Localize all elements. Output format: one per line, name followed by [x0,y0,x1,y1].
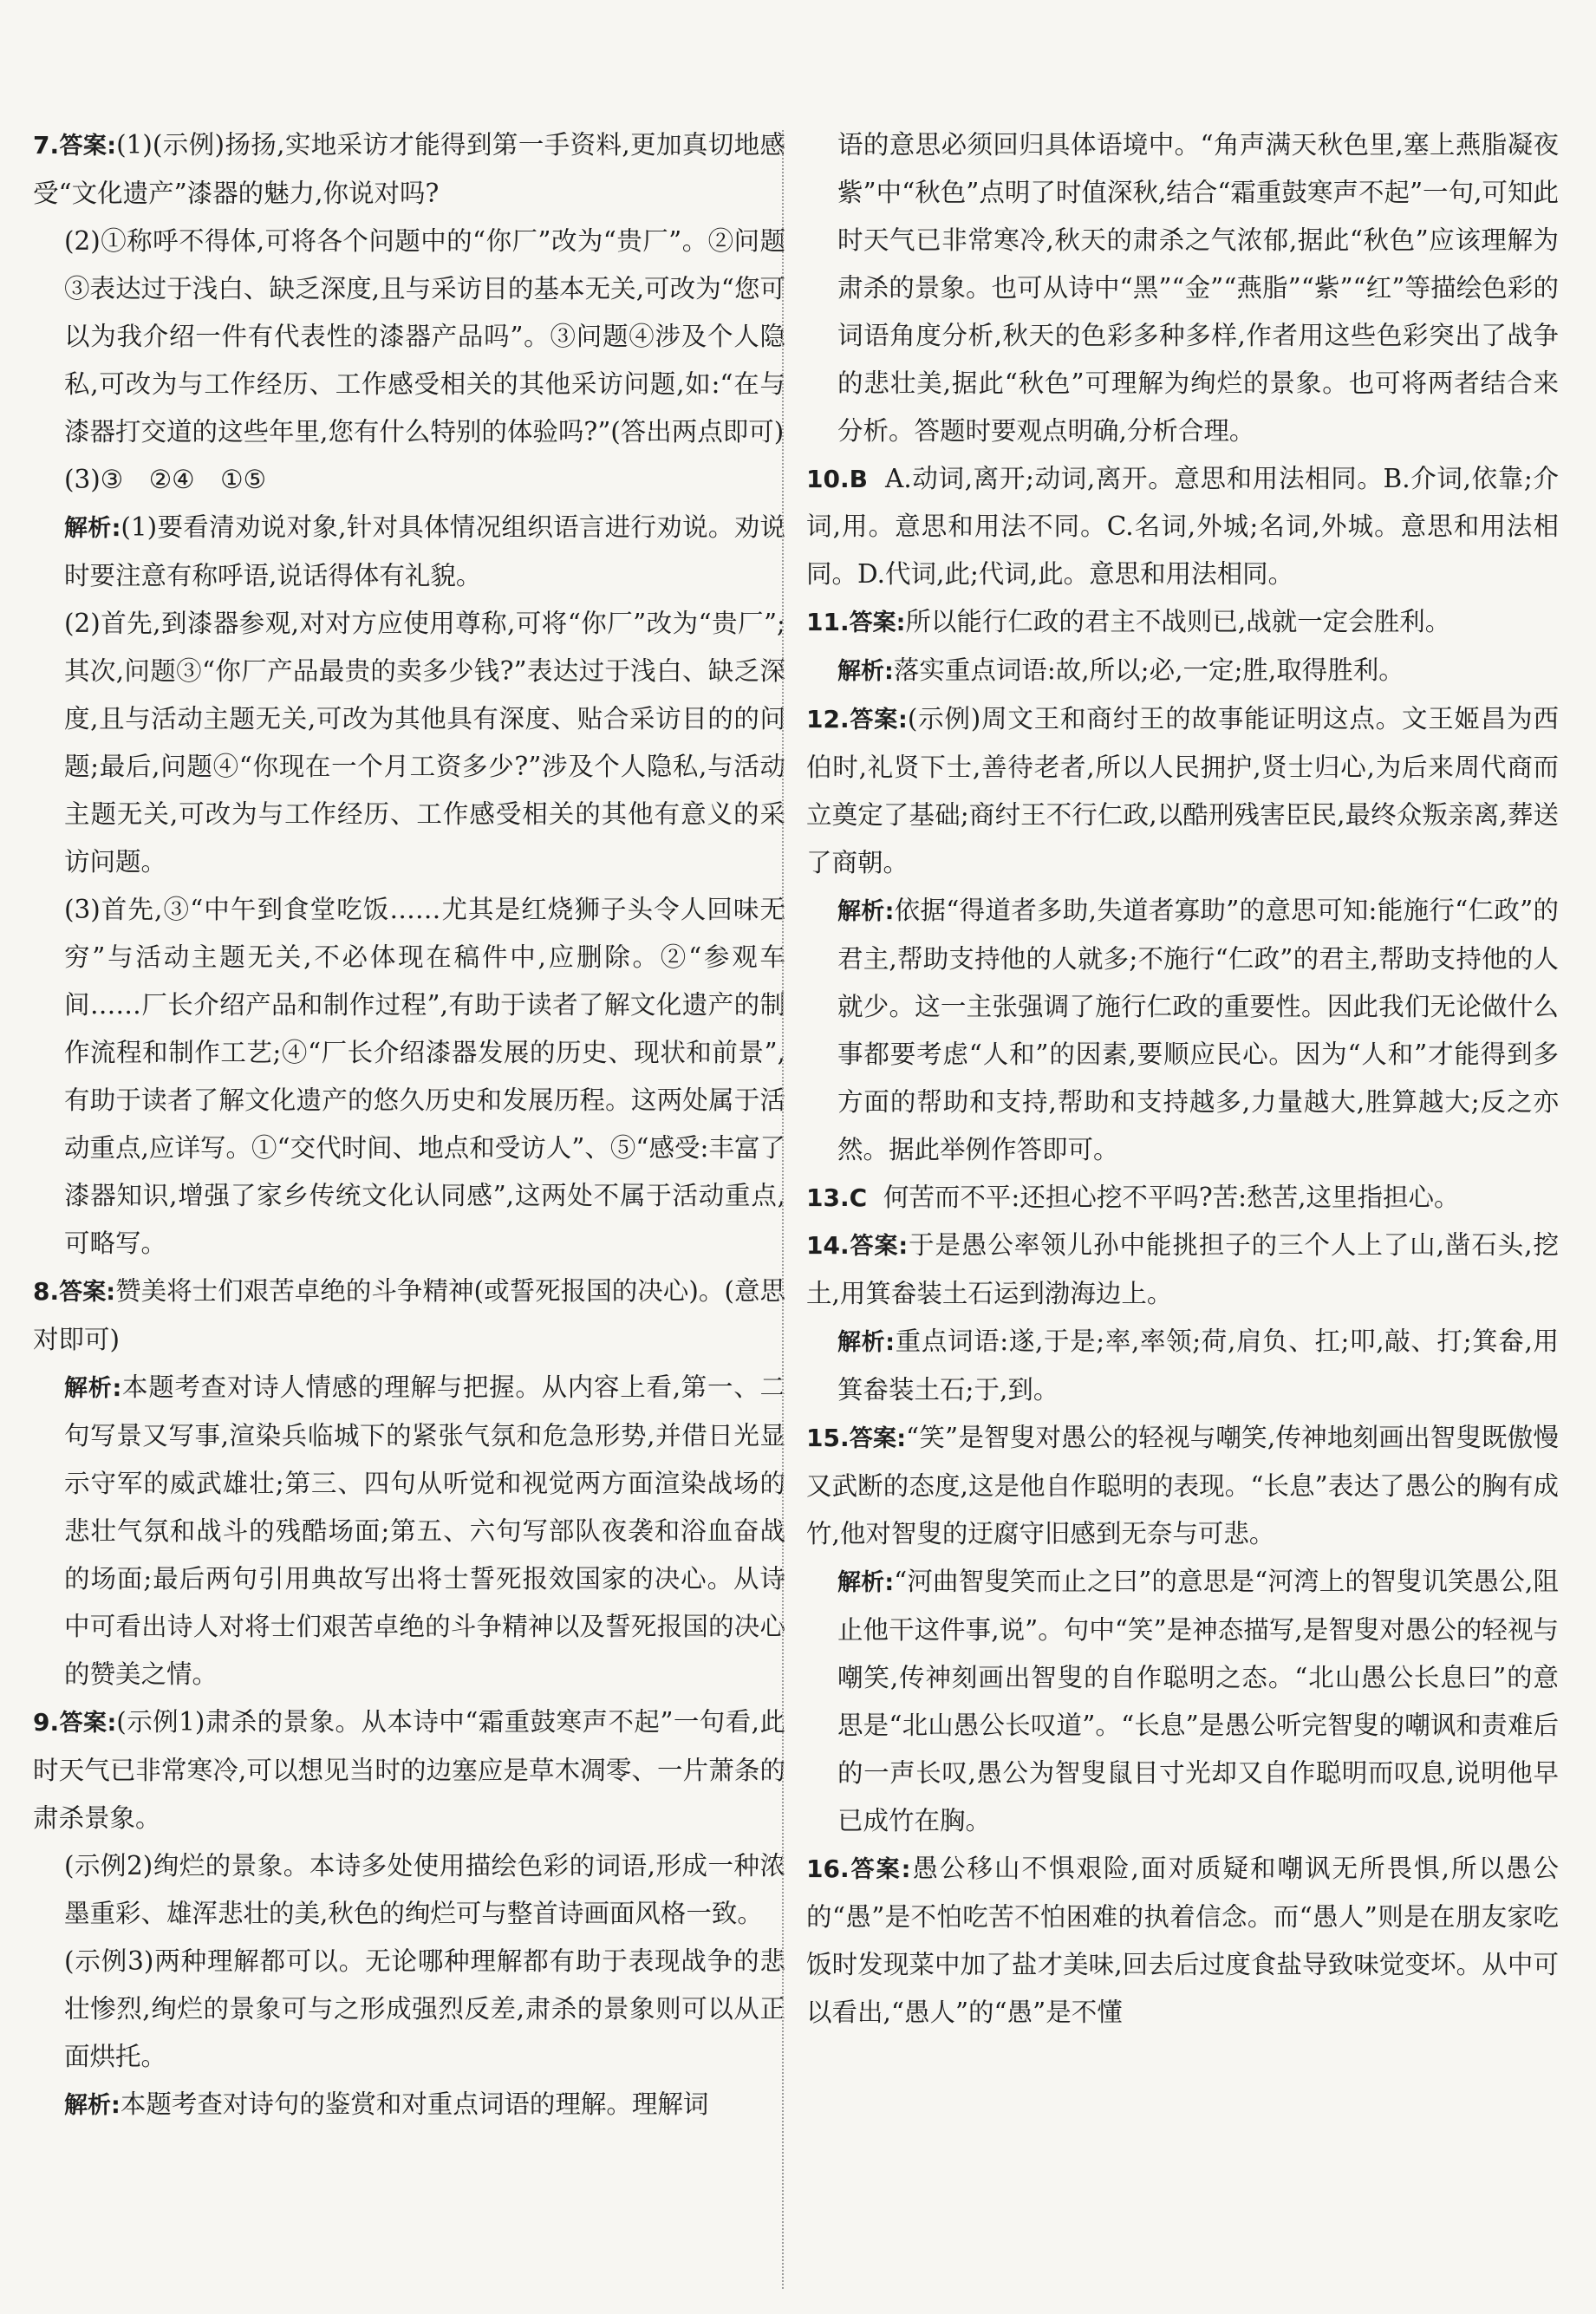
analysis-text: 重点词语:遂,于是;率,率领;荷,肩负、扛;叩,敲、打;箕畚,用箕畚装土石;于,到。 [837,1326,1559,1405]
answer-text: “笑”是智叟对愚公的轻视与嘲笑,传神地刻画出智叟既傲慢又武断的态度,这是他自作聪明的表现。“长息”表达了愚公的胸有成竹,他对智叟的迂腐守旧感到无奈与可悲。 [806,1423,1559,1548]
analysis-12 [806,887,1559,1174]
analysis-label: 解析: [64,2092,121,2119]
answer-14 [806,1222,1559,1318]
answer-text: A.动词,离开;动词,离开。意思和用法相同。B.介词,依靠;介词,用。意思和用法不同。C.名词,外城;名词,外城。意思和用法相同。D.代词,此;代词,此。意思和用法相同。 [806,464,1559,589]
analysis-label: 解析: [837,658,894,685]
question-number: 14. [806,1231,850,1260]
analysis-label: 解析: [837,1569,895,1596]
answer-text: 所以能行仁政的君主不战则已,战就一定会胜利。 [905,607,1451,636]
question-number: 8. [33,1277,60,1306]
answer-paragraph: (示例3)两种理解都可以。无论哪种理解都有助于表现战争的悲壮惨烈,绚烂的景象可与之形成强烈反差,肃杀的景象则可以从正面烘托。 [64,1946,785,2071]
answer-label: 答案: [849,1856,911,1883]
question-number: 11. [806,608,850,636]
answer-paragraph: (示例2)绚烂的景象。本诗多处使用描绘色彩的词语,形成一种浓墨重彩、雄浑悲壮的美,秋色的绚烂可与整首诗画面风格一致。 [64,1851,785,1928]
answer-text: 于是愚公率领儿孙中能挑担子的三个人上了山,凿石头,挖土,用箕畚装土石运到渤海边上。 [806,1230,1559,1308]
analysis-label: 解析: [837,898,895,925]
answer-text: (示例1)肃杀的景象。从本诗中“霜重鼓寒声不起”一句看,此时天气已非常寒冷,可以想见当时的边塞应是草木凋零、一片萧条的肃杀景象。 [33,1707,785,1833]
answer-12 [806,695,1559,887]
answer-label: 答案: [849,1425,907,1452]
analysis-8 [33,1364,785,1698]
analysis-text: 依据“得道者多助,失道者寡助”的意思可知:能施行“仁政”的君主,帮助支持他的人就多;不施行“仁政”的君主,帮助支持他的人就少。这一主张强调了施行仁政的重要性。因此我们无论做什么事都要考虑“人和”的因素,要顺应民心。因为“人和”才能得到多方面的帮助和支持,帮助和支持越多,力量越大,胜算越大;反之亦然。据此举例作答即可。 [837,896,1559,1164]
analysis-label: 解析: [64,1375,122,1402]
answer-text: 愚公移山不惧艰险,面对质疑和嘲讽无所畏惧,所以愚公的“愚”是不怕吃苦不怕困难的执着信念。而“愚人”则是在朋友家吃饭时发现菜中加了盐才美味,回去后过度食盐导致味觉变坏。从中可以看出,“愚人”的“愚”是不懂 [806,1854,1559,2027]
answer-text: (示例)周文王和商纣王的故事能证明这点。文王姬昌为西伯时,礼贤下士,善待老者,所以人民拥护,贤士归心,为后来周代商而立奠定了基础;商纣王不行仁政,以酷刑残害臣民,最终众叛亲离,葬送了商朝。 [806,704,1559,877]
analysis-9 [33,2081,785,2129]
analysis-text: 本题考查对诗句的鉴赏和对重点词语的理解。理解词 [120,2089,709,2119]
answer-label: 答案: [849,707,908,733]
question-number: 9. [33,1708,60,1737]
answer-label: 答案: [849,1233,909,1260]
answer-16 [806,1845,1559,2037]
answer-paragraph: (2)①称呼不得体,可将各个问题中的“你厂”改为“贵厂”。②问题③表达过于浅白、缺乏深度,且与采访目的基本无关,可改为“您可以为我介绍一件有代表性的漆器产品吗”。③问题④涉及个人隐私,可改为与工作经历、工作感受相关的其他采访问题,如:“在与漆器打交道的这些年里,您有什么特别的体验吗?”(答出两点即可) [64,226,785,447]
answer-9 [33,1698,785,1842]
analysis-text: “河曲智叟笑而止之曰”的意思是“河湾上的智叟讥笑愚公,阻止他干这件事,说”。句中“笑”是神态描写,是智叟对愚公的轻视与嘲笑,传神刻画出智叟的自作聪明之态。“北山愚公长息曰”的意思是“北山愚公长叹道”。“长息”是愚公听完智叟的嘲讽和责难后的一声长叹,愚公为智叟鼠目寸光却又自作聪明而叹息,说明他早已成竹在胸。 [837,1567,1559,1835]
analysis-15 [806,1558,1559,1845]
right-column [806,121,1559,2037]
left-column [33,121,785,2129]
answer-label: 答案: [59,133,117,160]
question-number: 10.B [806,465,868,493]
question-number: 7. [33,131,60,160]
answer-15 [806,1414,1559,1558]
analysis-text: (1)要看清劝说对象,针对具体情况组织语言进行劝说。劝说时要注意有称呼语,说话得体有礼貌。 [64,512,785,590]
answer-label: 答案: [59,1710,117,1737]
question-number: 13.C [806,1183,868,1212]
analysis-11 [806,647,1559,695]
analysis-label: 解析: [837,1329,896,1356]
analysis-7 [33,504,785,600]
answer-text: 何苦而不平:还担心挖不平吗?苦:愁苦,这里指担心。 [883,1183,1460,1212]
answer-11 [806,598,1559,647]
column-divider [782,130,784,2289]
answer-paragraph: (3)③ ②④ ①⑤ [64,465,267,494]
answer-text: 赞美将士们艰苦卓绝的斗争精神(或誓死报国的决心)。(意思对即可) [33,1276,785,1354]
answer-8 [33,1268,785,1364]
answer-10 [806,455,1559,598]
answer-label: 答案: [59,1279,116,1306]
analysis-text: 本题考查对诗人情感的理解与把握。从内容上看,第一、二句写景又写事,渲染兵临城下的紧张气氛和危急形势,并借日光显示守军的威武雄壮;第三、四句从听觉和视觉两方面渲染战场的悲壮气氛和战斗的残酷场面;第五、六句写部队夜袭和浴血奋战的场面;最后两句引用典故写出将士誓死报效国家的决心。从诗中可看出诗人对将士们艰苦卓绝的斗争精神以及誓死报国的决心的赞美之情。 [64,1372,785,1689]
answer-text: (1)(示例)扬扬,实地采访才能得到第一手资料,更加真切地感受“文化遗产”漆器的魅力,你说对吗? [33,130,785,208]
analysis-paragraph: (2)首先,到漆器参观,对对方应使用尊称,可将“你厂”改为“贵厂”;其次,问题③“你厂产品最贵的卖多少钱?”表达过于浅白、缺乏深度,且与活动主题无关,可改为其他具有深度、贴合采访目的的问题;最后,问题④“你现在一个月工资多少?”涉及个人隐私,与活动主题无关,可改为与工作经历、工作感受相关的其他有意义的采访问题。 [64,609,785,877]
analysis-label: 解析: [64,515,121,542]
analysis-text: 落实重点词语:故,所以;必,一定;胜,取得胜利。 [893,655,1404,685]
analysis-paragraph: (3)首先,③“中午到食堂吃饭……尤其是红烧狮子头令人回味无穷”与活动主题无关,不必体现在稿件中,应删除。②“参观车间……厂长介绍产品和制作过程”,有助于读者了解文化遗产的制作流程和制作工艺;④“厂长介绍漆器发展的历史、现状和前景”,有助于读者了解文化遗产的悠久历史和发展历程。这两处属于活动重点,应详写。①“交代时间、地点和受访人”、⑤“感受:丰富了漆器知识,增强了家乡传统文化认同感”,这两处不属于活动重点,可略写。 [64,895,785,1258]
question-number: 16. [806,1854,850,1883]
analysis-14 [806,1318,1559,1414]
answer-13 [806,1174,1559,1222]
answer-label: 答案: [849,609,906,636]
question-number: 12. [806,705,850,733]
analysis-continued: 语的意思必须回归具体语境中。“角声满天秋色里,塞上燕脂凝夜紫”中“秋色”点明了时值深秋,结合“霜重鼓寒声不起”一句,可知此时天气已非常寒冷,秋天的肃杀之气浓郁,据此“秋色”应该理解为肃杀的景象。也可从诗中“黑”“金”“燕脂”“紫”“红”等描绘色彩的词语角度分析,秋天的色彩多种多样,作者用这些色彩突出了战争的悲壮美,据此“秋色”可理解为绚烂的景象。也可将两者结合来分析。答题时要观点明确,分析合理。 [837,130,1559,446]
answer-7 [33,121,785,218]
question-number: 15. [806,1424,850,1452]
